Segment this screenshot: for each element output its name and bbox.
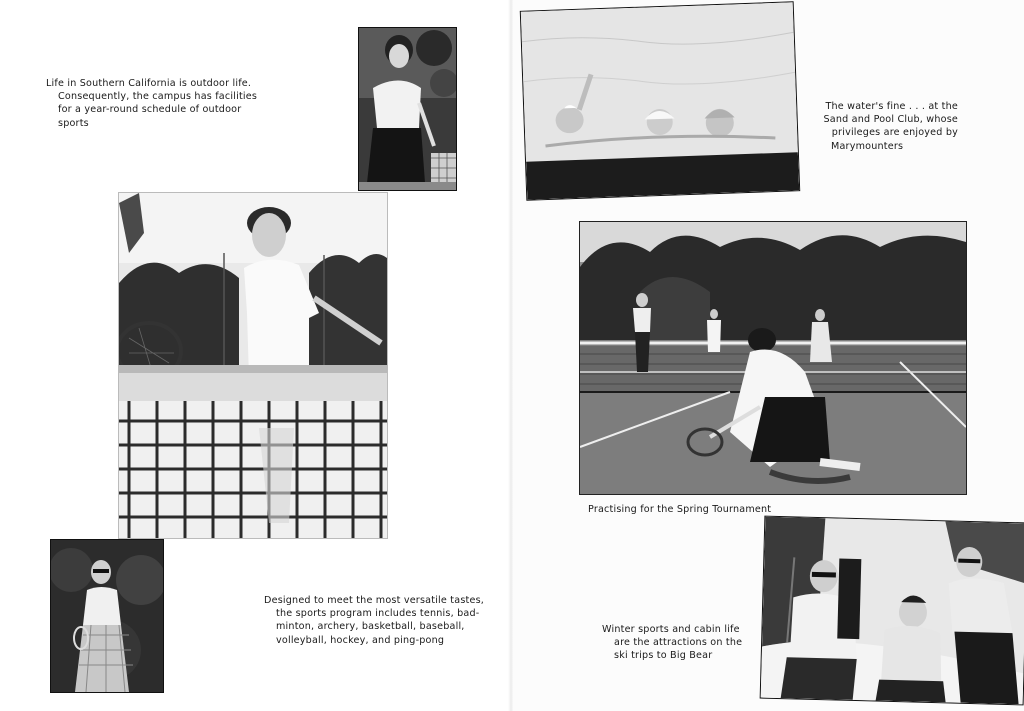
photo-image — [521, 2, 799, 199]
caption-line: Life in Southern California is outdoor life. — [46, 78, 252, 89]
photo-image — [761, 517, 1024, 705]
caption-line: Designed to meet the most versatile tastes, — [264, 595, 485, 606]
caption-line: Marymounters — [831, 140, 904, 152]
caption-line: minton, archery, basketball, baseball, — [276, 621, 465, 633]
caption-line: sports — [58, 117, 89, 129]
caption-line: Winter sports and cabin life — [602, 624, 740, 635]
caption-line: Practising for the Spring Tournament — [588, 504, 772, 515]
caption-waters-fine — [806, 100, 958, 153]
photo-tennis-player-at-net — [118, 192, 388, 539]
caption-sports-program — [264, 594, 485, 647]
caption-line: ski trips to Big Bear — [614, 650, 713, 662]
photo-image — [359, 28, 456, 190]
photo-tennis-player-portrait — [358, 27, 457, 191]
photo-image — [580, 222, 966, 494]
photo-swimmers-pool — [520, 1, 800, 200]
caption-winter-sports — [602, 623, 742, 663]
caption-spring-tournament — [588, 503, 778, 516]
caption-line: are the attractions on the — [614, 637, 743, 649]
photo-player-sunglasses — [50, 539, 164, 693]
caption-line: volleyball, hockey, and ping-pong — [276, 634, 445, 646]
caption-line: Sand and Pool Club, whose — [823, 114, 958, 126]
photo-image — [119, 193, 387, 538]
page-gutter — [508, 0, 514, 711]
caption-line: privileges are enjoyed by — [831, 127, 958, 139]
photo-image — [51, 540, 163, 692]
caption-line: the sports program includes tennis, bad- — [276, 608, 480, 620]
photo-ski-trip-group — [760, 516, 1024, 706]
caption-line: Consequently, the campus has facilities — [58, 91, 258, 103]
caption-line: for a year-round schedule of outdoor — [58, 104, 242, 116]
photo-tennis-court-practice — [579, 221, 967, 495]
caption-line: The water's fine . . . at the — [825, 101, 958, 112]
caption-outdoor-life — [46, 77, 258, 130]
